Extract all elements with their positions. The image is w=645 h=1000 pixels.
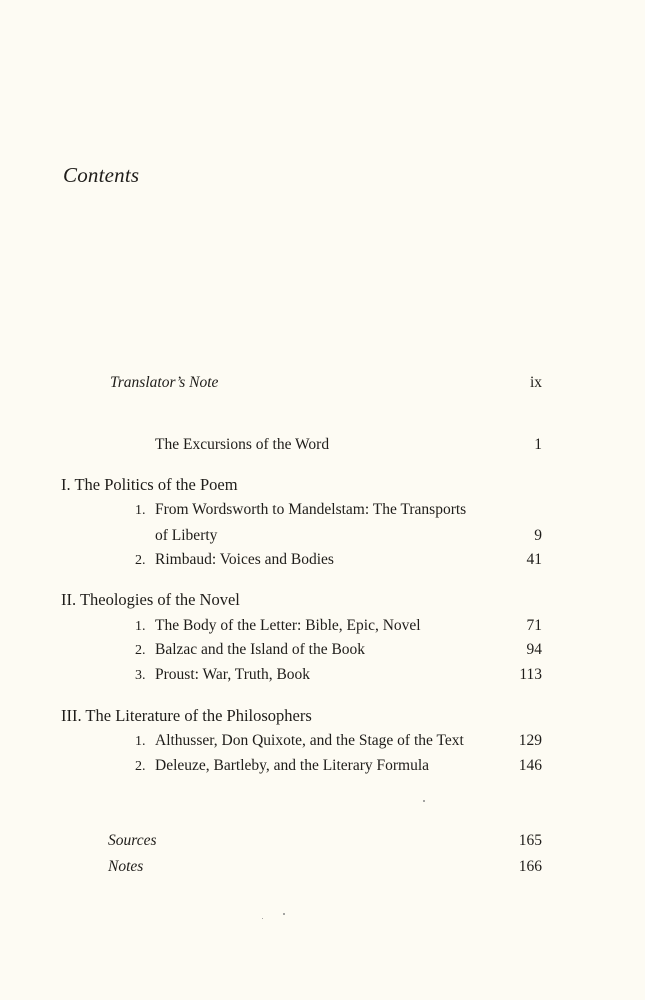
toc-chapter-entry	[135, 640, 365, 661]
toc-page-number: 41	[526, 551, 542, 568]
part-heading: II. Theologies of the Novel	[61, 590, 240, 609]
chapter-title: Althusser, Don Quixote, and the Stage of the Text	[155, 732, 464, 749]
chapter-number: 3.	[135, 668, 146, 683]
chapter-title-continued: of Liberty	[155, 527, 218, 544]
chapter-number: 2.	[135, 553, 146, 568]
toc-page-number: 1	[534, 436, 542, 453]
toc-page-number: 94	[526, 641, 542, 658]
chapter-title: Proust: War, Truth, Book	[155, 666, 311, 683]
toc-page-number: 9	[534, 527, 542, 544]
toc-entry-notes: Notes	[108, 858, 144, 875]
toc-entry-translators-note: Translator’s Note	[110, 374, 219, 391]
chapter-number: 1.	[135, 619, 146, 634]
toc-page-number: ix	[529, 374, 542, 391]
toc-entry-excursions: The Excursions of the Word	[155, 436, 330, 453]
page-title: Contents	[63, 163, 140, 187]
toc-chapter-entry	[135, 731, 464, 752]
toc-entry-sources: Sources	[108, 832, 157, 849]
chapter-number: 1.	[135, 734, 146, 749]
scan-speck	[283, 913, 285, 915]
toc-page-number: 71	[526, 617, 542, 634]
chapter-title: Deleuze, Bartleby, and the Literary Formula	[155, 757, 430, 774]
toc-page-number: 113	[519, 666, 542, 683]
chapter-title: From Wordsworth to Mandelstam: The Transports	[155, 501, 467, 518]
chapter-title: Balzac and the Island of the Book	[155, 641, 366, 658]
toc-page-number: 129	[518, 732, 542, 749]
toc-chapter-entry	[135, 665, 310, 686]
chapter-number: 2.	[135, 759, 146, 774]
chapter-title: Rimbaud: Voices and Bodies	[155, 551, 334, 568]
toc-chapter-entry	[135, 756, 429, 777]
toc-page-number: 146	[518, 757, 542, 774]
toc-page-number: 166	[518, 858, 542, 875]
toc-chapter-entry	[135, 616, 421, 637]
toc-chapter-entry	[135, 550, 334, 571]
part-heading: III. The Literature of the Philosophers	[61, 706, 312, 725]
chapter-title: The Body of the Letter: Bible, Epic, Novel	[155, 617, 421, 634]
chapter-number: 2.	[135, 643, 146, 658]
part-heading: I. The Politics of the Poem	[61, 475, 238, 494]
scan-speck	[423, 800, 425, 802]
scan-speck	[262, 918, 263, 919]
toc-chapter-entry	[135, 500, 466, 521]
chapter-number: 1.	[135, 503, 146, 518]
toc-page-number: 165	[518, 832, 542, 849]
